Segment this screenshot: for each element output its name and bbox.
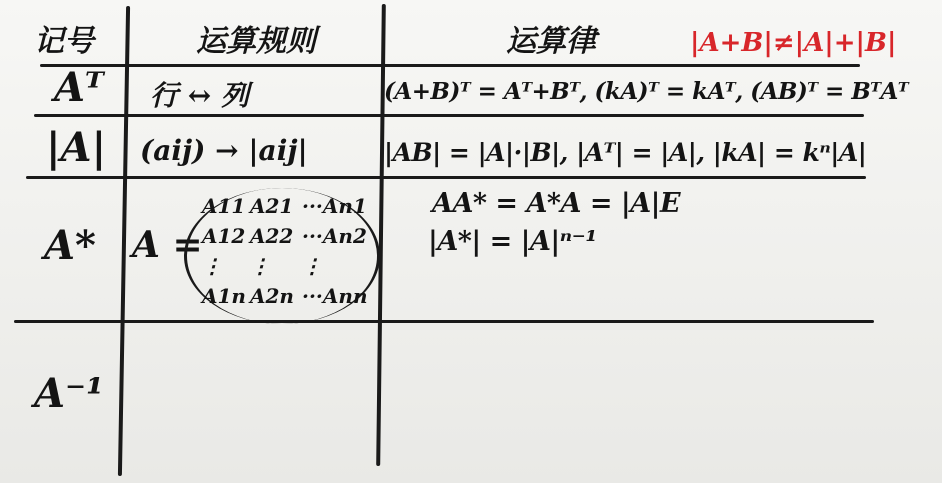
- matrix-cell: ⋮: [202, 254, 222, 278]
- laws-adjugate-2: |A*| = |A|ⁿ⁻¹: [428, 226, 597, 257]
- laws-determinant: |AB| = |A|·|B|, |Aᵀ| = |A|, |kA| = kⁿ|A|: [384, 138, 867, 167]
- symbol-transpose: Aᵀ: [54, 64, 104, 111]
- symbol-adjugate: A*: [44, 222, 96, 269]
- red-annotation: |A+B|≠|A|+|B|: [690, 28, 897, 58]
- matrix-cell: ···An2: [302, 224, 367, 248]
- laws-adjugate-1: AA* = A*A = |A|E: [432, 188, 681, 219]
- matrix-cell: ⋮: [302, 254, 322, 278]
- matrix-cell: A22: [250, 224, 294, 248]
- matrix-cell: A2n: [250, 284, 294, 308]
- row2-divider: [26, 176, 866, 179]
- laws-transpose: (A+B)ᵀ = Aᵀ+Bᵀ, (kA)ᵀ = kAᵀ, (AB)ᵀ = BᵀAᵀ: [384, 78, 909, 105]
- matrix-cell: A21: [250, 194, 294, 218]
- row1-divider: [34, 114, 864, 117]
- symbol-inverse: A⁻¹: [34, 370, 104, 417]
- header-symbol: 记号: [34, 24, 94, 59]
- matrix-cell: ···An1: [302, 194, 367, 218]
- matrix-cell: ···Ann: [302, 284, 368, 308]
- matrix-cell: A1n: [202, 284, 246, 308]
- header-operation: 运算规则: [196, 24, 316, 59]
- matrix-prefix: A =: [132, 224, 203, 266]
- operation-determinant: (aij) → |aij|: [140, 134, 308, 167]
- operation-transpose: 行 ↔ 列: [150, 79, 249, 112]
- header-laws: 运算律: [506, 24, 596, 59]
- matrix-grid: [202, 192, 374, 310]
- matrix-cell: A12: [202, 224, 246, 248]
- header-divider: [40, 64, 860, 67]
- column-divider-1: [118, 6, 130, 476]
- matrix-cell: A11: [202, 194, 246, 218]
- adjugate-matrix: [132, 188, 382, 328]
- symbol-determinant: |A|: [46, 124, 107, 171]
- matrix-cell: ⋮: [250, 254, 270, 278]
